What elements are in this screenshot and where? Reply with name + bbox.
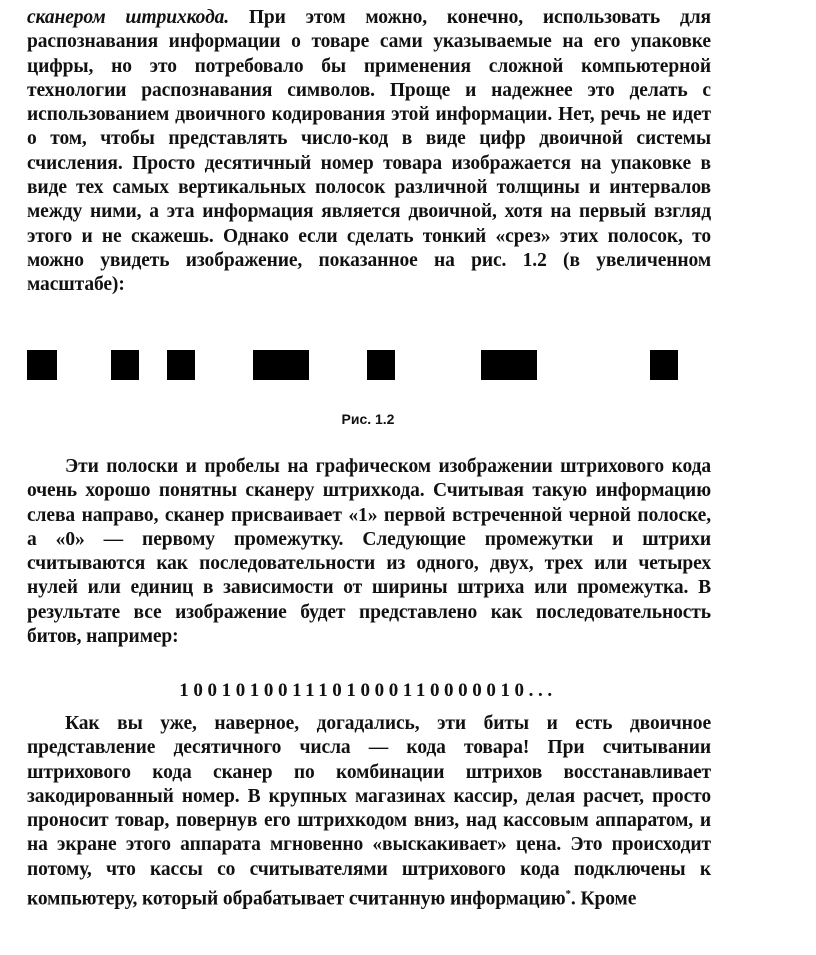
barcode-bar — [253, 350, 309, 380]
barcode-bar — [111, 350, 139, 380]
barcode-bar — [367, 350, 395, 380]
barcode-bar — [650, 350, 678, 380]
barcode-bar — [27, 350, 57, 380]
paragraph-decoding-text: Как вы уже, наверное, догадались, эти биты и есть двоичное представление десятичного числа — кода товара! При считывании штрихового кода сканер по комбинации штрихов восстанавливает закодированный номер. В крупных магазинах кассир, делая расчет, просто проносит товар, повернув его штрихкодом вниз, над кассовым аппаратом, и на экране этого аппарата мгновенно «выскакивает» цена. Это происходит потому, что кассы со считывателями штрихового кода подключены к компьютеру, который обрабатывает считанную информацию — [27, 713, 711, 910]
barcode-slice-figure — [0, 350, 816, 386]
italic-lead: сканером штрихкода. — [27, 7, 230, 28]
paragraph-scanner: Эти полоски и пробелы на графическом изображении штрихового кода очень хорошо понятны сканеру штрихкода. Считывая такую информацию слева направо, сканер присваивает «1» первой встреченной черной полоске, а «0» — первому промежутку. Следующие промежутки и штрихи считываются как последовательности из одного, двух, трех или четырех нулей или единиц в зависимости от ширины штриха или промежутка. В результате все изображение будет представлено как последовательность битов, например: — [27, 456, 711, 648]
bit-sequence: 1001010011101000110000010... — [179, 680, 557, 701]
paragraph-decoding-tail: . Кроме — [570, 888, 637, 910]
paragraph-decoding — [27, 712, 711, 912]
paragraph-intro-text: При этом можно, конечно, использовать для распознавания информации о товаре сами указываемые на его упаковке цифры, но это потребовало бы применения сложной компьютерной технологии распознавания символов. Проще и надежнее это делать с использованием двоичного кодирования этой информации. Нет, речь не идет о том, чтобы представлять число-код в виде цифр двоичной системы счисления. Просто десятичный номер товара изображается на упаковке в виде тех самых вертикальных полосок различной толщины и интервалов между ними, а эта информация является двоичной, хотя на первый взгляд этого и не скажешь. Однако если сделать тонкий «срез» этих полосок, то можно увидеть изображение, показанное на рис. 1.2 (в увеличенном масштабе): — [27, 7, 711, 296]
footnote-marker[interactable]: * — [565, 888, 571, 901]
paragraph-intro — [27, 6, 711, 298]
figure-caption: Рис. 1.2 — [341, 411, 395, 427]
barcode-bar — [481, 350, 537, 380]
barcode-bar — [167, 350, 195, 380]
